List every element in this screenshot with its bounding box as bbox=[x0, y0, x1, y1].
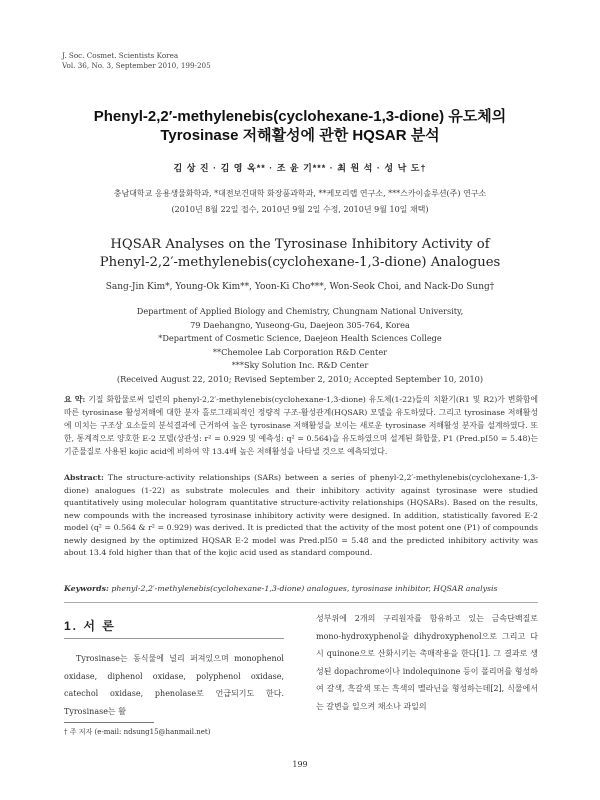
footnote: † 주 저자 (e-mail: ndsung15@hanmail.net) bbox=[64, 728, 211, 736]
english-affiliation-line3: *Department of Cosmetic Science, Daejeon Health Sciences College bbox=[158, 333, 442, 343]
korean-abstract bbox=[64, 393, 538, 458]
english-title bbox=[0, 236, 600, 272]
journal-volume: Vol. 36, No. 3, September 2010, 199-205 bbox=[62, 61, 211, 70]
english-abstract-label: Abstract: bbox=[64, 473, 104, 482]
english-title-line2: Phenyl-2,2′-methylenebis(cyclohexane-1,3-dione) Analogues bbox=[99, 255, 501, 270]
korean-received-dates: (2010년 8월 22일 접수, 2010년 9월 2일 수정, 2010년 9월 10일 채택) bbox=[171, 205, 429, 214]
english-affiliation-line4: **Chemolee Lab Corporation R&D Center bbox=[212, 346, 388, 357]
english-affiliation-line2: 79 Daehangno, Yuseong-Gu, Daejeon 305-764, Korea bbox=[190, 319, 410, 330]
body-column-left: Tyrosinase는 동식물에 널리 퍼져있으며 monophenol oxidase, diphenol oxidase, polyphenol oxidase, catechol oxidase, phenolase로 언급되기도 한다. Tyrosinase는 활 bbox=[64, 654, 284, 716]
english-title-line1: HQSAR Analyses on the Tyrosinase Inhibitory Activity of bbox=[110, 237, 490, 252]
korean-affiliation-line1: 충남대학교 응용생물화학과, *대전보건대학 화장품과학과, **케모리랩 연구소, ***스카이솔루션(주) 연구소 bbox=[113, 189, 487, 198]
english-received-dates: (Received August 22, 2010; Revised September 2, 2010; Accepted September 10, 2010) bbox=[116, 373, 484, 384]
keywords-label: Keywords: bbox=[64, 584, 109, 593]
footnote-rule bbox=[64, 722, 154, 723]
keywords-text: phenyl-2,2′-methylenebis(cyclohexane-1,3-dione) analogues, tyrosinase inhibitor, HQSAR analysis bbox=[111, 584, 498, 593]
keywords bbox=[64, 584, 498, 593]
korean-title-line1: Phenyl-2,2′-methylenebis(cyclohexane-1,3-dione) 유도체의 bbox=[93, 108, 507, 125]
korean-authors: 김 상 진 · 김 영 옥** · 조 윤 기*** · 최 원 석 · 성 낙 도† bbox=[173, 163, 427, 173]
body-column-right: 성부위에 2개의 구리원자를 함유하고 있는 금속단백질로 mono-hydroxyphenol을 dihydroxyphenol으로 그리고 다시 quinone으로 산화시키는 촉매작용을 한다[1]. 그 결과로 생성된 dopachrome이나 indolequinone 등이 폴리머를 형성하여 갈색, 흑갈색 또는 흑색의 멜라닌을 형성하는데[2], 식물에서는 갈변을 일으켜 채소나 과일의 bbox=[316, 614, 538, 711]
korean-abstract-text: 기질 화합물로써 일련의 phenyl-2,2′-methylenebis(cyclohexane-1,3-dione) 유도체(1-22)들의 치환기(R1 및 R2)가 변화함에 따른 tyrosinase 활성저해에 대한 분자 홀로그래피적인 정량적 구조-활성관계(HQSAR) 모델을 유도하였다. 그리고 tyrosinase 저해활성에 미치는 구조상 요소들의 분석결과에 근거하여 높은 tyrosinase 저해활성을 보이는 새로운 tyrosinase 저해활성 분자를 설계하였다. 또한, 통계적으로 양호한 E-2 모델(상관성: r² = 0.929 및 예측성: q² = 0.564)을 유도하였으며 설계된 화합물, P1 (Pred.pI50 = 5.48)는 기준물질로 사용된 kojic acid에 비하여 약 13.4배 높은 저해활성을 나타낼 것으로 예측되었다. bbox=[64, 395, 538, 456]
english-authors: Sang-Jin Kim*, Young-Ok Kim**, Yoon-Ki Cho***, Won-Seok Choi, and Nack-Do Sung† bbox=[105, 282, 495, 292]
page-number: 199 bbox=[292, 760, 308, 769]
english-affiliations bbox=[0, 305, 600, 386]
korean-title bbox=[0, 107, 600, 145]
korean-affiliations bbox=[0, 186, 600, 218]
section-divider bbox=[64, 602, 538, 603]
english-affiliation-line5: ***Sky Solution Inc. R&D Center bbox=[231, 360, 369, 370]
journal-name: J. Soc. Cosmet. Scientists Korea bbox=[62, 51, 179, 60]
english-affiliation-line1: Department of Applied Biology and Chemistry, Chungnam National University, bbox=[136, 306, 464, 316]
english-abstract-text: The structure-activity relationships (SARs) between a series of phenyl-2,2′-methylenebis(cyclohexane-1,3-dione) analogues (1-22) as substrate molecules and their inhibitory activity against tyrosinase were studied quantitatively using molecular hologram quantitative structure-activity relationships (HQSARs). Based on the results, new compounds with the increased tyrosinase inhibitory activity were designed. In addition, statistically favored E-2 model (q² = 0.564 & r² = 0.929) was derived. It is predicted that the activity of the most potent one (P1) of compounds newly designed by the optimized HQSAR E-2 model was Pred.pI50 = 5.48 and the predicted inhibitory activity was about 13.4 fold higher than that of the kojic acid used as standard compound. bbox=[64, 473, 538, 557]
section-heading-rule bbox=[64, 638, 284, 639]
korean-title-line2: Tyrosinase 저해활성에 관한 HQSAR 분석 bbox=[160, 127, 440, 144]
journal-citation bbox=[62, 51, 211, 71]
english-abstract bbox=[64, 472, 538, 560]
korean-abstract-label: 요 약: bbox=[64, 395, 86, 404]
section-heading: 1. 서 론 bbox=[64, 619, 116, 633]
